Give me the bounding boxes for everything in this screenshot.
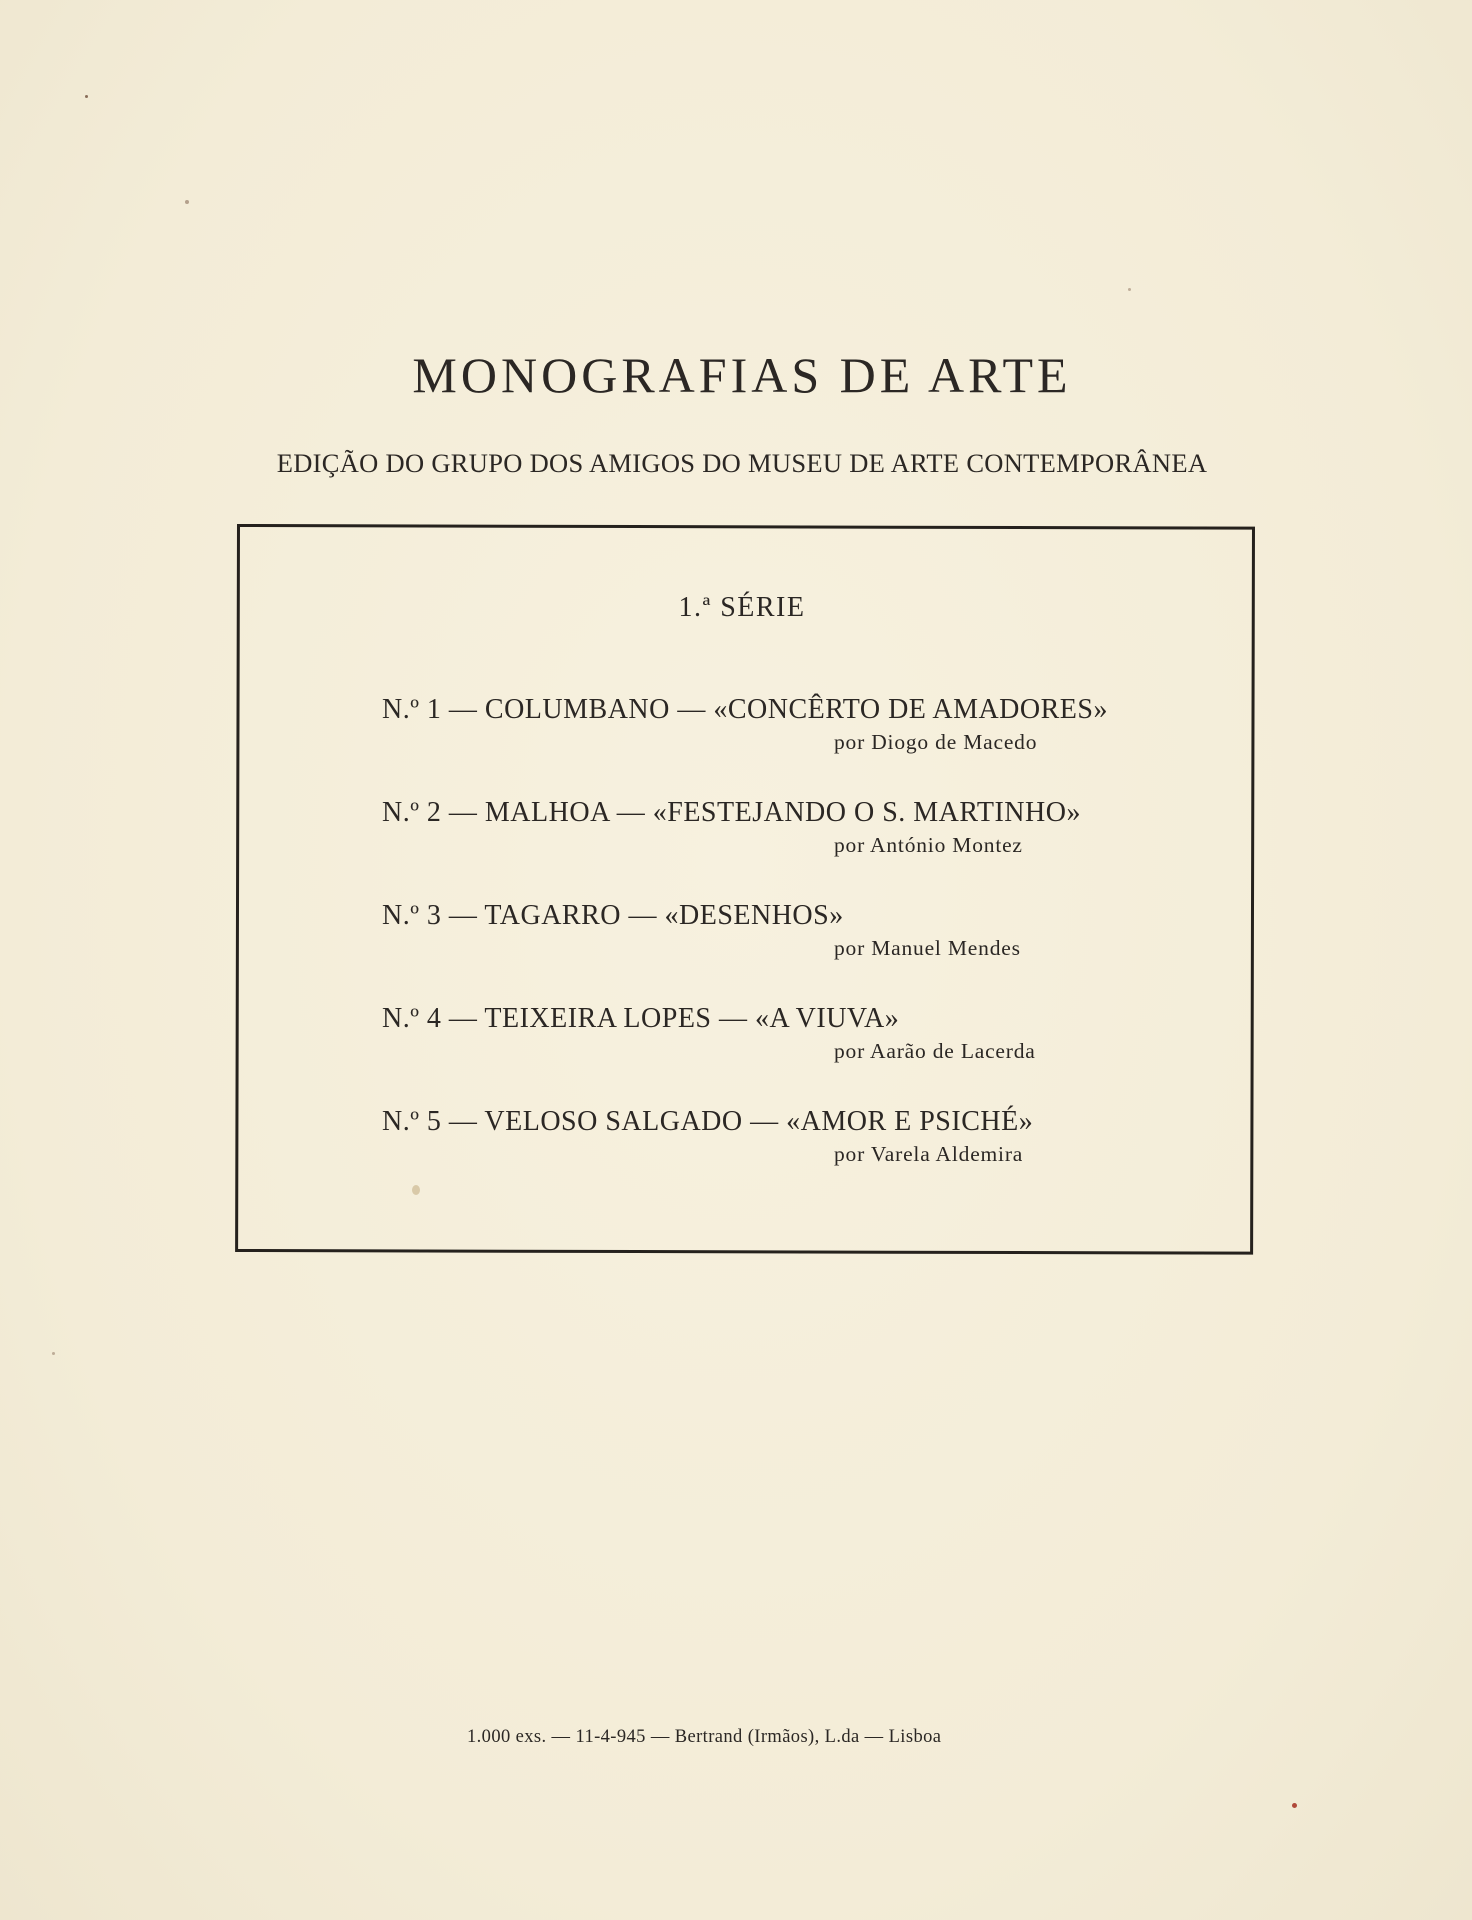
paper-speck xyxy=(1128,288,1131,291)
entry-title: N.º 1 — COLUMBANO — «CONCÊRTO DE AMADORES» xyxy=(382,694,1108,725)
paper-speck xyxy=(412,1185,420,1195)
paper-speck xyxy=(1292,1803,1297,1808)
paper-speck xyxy=(185,200,189,204)
entry-title: N.º 2 — MALHOA — «FESTEJANDO O S. MARTINHO» xyxy=(382,797,1081,828)
catalog-entry-1 xyxy=(382,694,1142,755)
entry-title: N.º 4 — TEIXEIRA LOPES — «A VIUVA» xyxy=(382,1003,900,1034)
entry-author: por Aarão de Lacerda xyxy=(834,1039,1036,1063)
entry-title: N.º 5 — VELOSO SALGADO — «AMOR E PSICHÉ» xyxy=(382,1106,1034,1137)
paper-speck xyxy=(52,1352,55,1355)
entry-title: N.º 3 — TAGARRO — «DESENHOS» xyxy=(382,900,844,931)
paper-speck xyxy=(85,95,88,98)
catalog-entry-4 xyxy=(382,1003,1142,1064)
entry-author: por António Montez xyxy=(834,833,1023,857)
page-subtitle: EDIÇÃO DO GRUPO DOS AMIGOS DO MUSEU DE ARTE CONTEMPORÂNEA xyxy=(276,448,1208,478)
page-title: MONOGRAFIAS DE ARTE xyxy=(412,347,1072,403)
imprint-line: 1.000 exs. — 11-4-945 — Bertrand (Irmãos), L.da — Lisboa xyxy=(467,1727,942,1747)
series-heading: 1.ª SÉRIE xyxy=(678,592,806,623)
entry-author: por Varela Aldemira xyxy=(834,1142,1024,1166)
catalog-entry-3 xyxy=(382,900,1142,961)
catalog-entry-5 xyxy=(382,1106,1142,1167)
entry-author: por Diogo de Macedo xyxy=(834,730,1038,754)
catalog-entry-2 xyxy=(382,797,1142,858)
entry-author: por Manuel Mendes xyxy=(834,936,1021,960)
